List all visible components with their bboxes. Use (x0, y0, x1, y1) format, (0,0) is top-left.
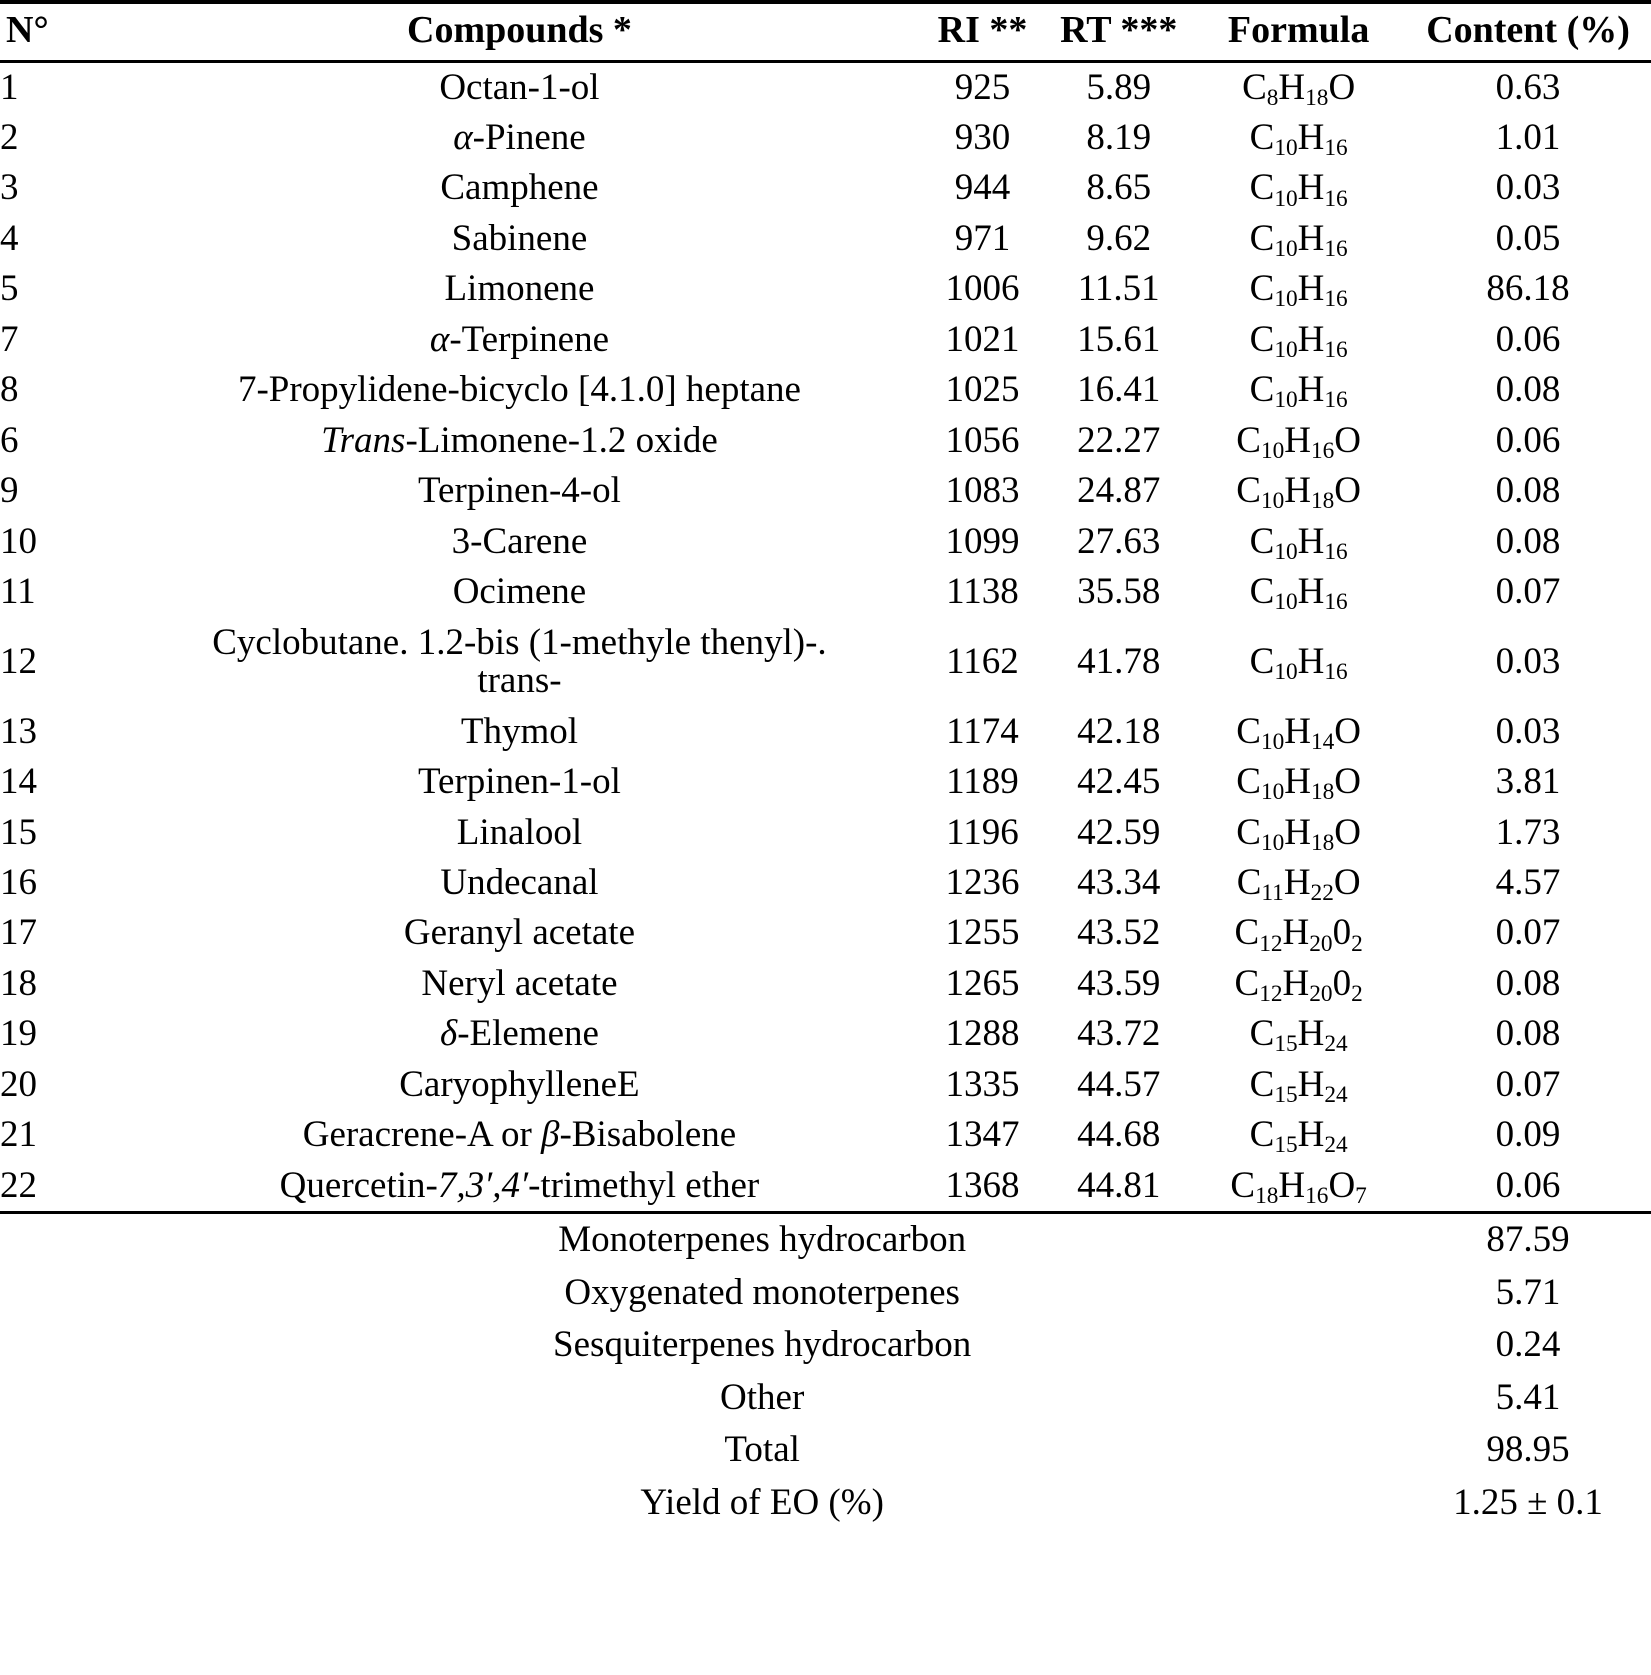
cell-formula: $C_{11}H_{22}O$ (1236, 862, 1361, 907)
cell-ri: 1025 (945, 369, 1020, 411)
cell-number: 18 (0, 962, 37, 1004)
cell-formula: $C_8H_{18}O$ (1242, 66, 1356, 111)
column-header-ri: RI ** (937, 9, 1028, 51)
cell-content: 0.05 (1495, 217, 1561, 259)
table-row (0, 466, 1651, 516)
summary-row (0, 1267, 1651, 1319)
summary-value: 0.24 (1495, 1324, 1561, 1366)
cell-compound: Terpinen-4-ol (418, 470, 621, 512)
table-row (0, 757, 1651, 807)
cell-number: 6 (0, 419, 19, 461)
cell-formula: $C_{12}H_{20}0_2$ (1234, 912, 1363, 957)
summary-label: Oxygenated monoterpenes (564, 1271, 960, 1313)
cell-content: 0.08 (1495, 470, 1561, 512)
cell-number: 4 (0, 217, 19, 259)
cell-compound: CaryophylleneE (399, 1063, 640, 1105)
cell-ri: 944 (954, 167, 1011, 209)
cell-content: 86.18 (1486, 268, 1570, 310)
cell-content: 0.07 (1495, 912, 1561, 954)
cell-content: 0.09 (1495, 1114, 1561, 1156)
cell-content: 0.07 (1495, 1063, 1561, 1105)
cell-number: 12 (0, 640, 37, 682)
table-row (0, 1110, 1651, 1160)
cell-content: 1.73 (1495, 811, 1561, 853)
table-row (0, 908, 1651, 958)
cell-compound: Trans-Limonene-1.2 oxide (321, 419, 718, 461)
cell-ri: 1083 (945, 470, 1020, 512)
cell-rt: 11.51 (1077, 268, 1160, 310)
cell-content: 0.03 (1495, 640, 1561, 682)
cell-compound: Octan-1-ol (439, 66, 600, 108)
cell-ri: 1021 (945, 318, 1020, 360)
cell-ri: 1368 (945, 1164, 1020, 1206)
cell-number: 15 (0, 811, 37, 853)
header-row (0, 2, 1651, 61)
summary-spacer (0, 1477, 119, 1529)
cell-compound: Linalool (456, 811, 583, 853)
cell-ri: 1189 (946, 761, 1019, 803)
cell-formula: $C_{12}H_{20}0_2$ (1234, 962, 1363, 1007)
cell-rt: 5.89 (1086, 66, 1152, 108)
cell-number: 16 (0, 862, 37, 904)
cell-rt: 44.81 (1077, 1164, 1161, 1206)
table-row (0, 214, 1651, 264)
cell-ri: 925 (954, 66, 1011, 108)
summary-row (0, 1213, 1651, 1267)
cell-content: 0.03 (1495, 167, 1561, 209)
cell-rt: 8.65 (1086, 167, 1152, 209)
cell-ri: 930 (954, 116, 1011, 158)
summary-value: 98.95 (1486, 1429, 1570, 1471)
cell-number: 19 (0, 1013, 37, 1055)
column-header-formula: Formula (1227, 9, 1370, 51)
cell-compound: 7-Propylidene-bicyclo [4.1.0] heptane (237, 369, 801, 411)
cell-number: 17 (0, 912, 37, 954)
table-row (0, 517, 1651, 567)
summary-label: Yield of EO (%) (640, 1481, 884, 1523)
cell-ri: 971 (954, 217, 1011, 259)
cell-ri: 1056 (945, 419, 1020, 461)
summary-spacer (0, 1213, 119, 1267)
summary-row (0, 1477, 1651, 1529)
cell-rt: 22.27 (1077, 419, 1161, 461)
summary-spacer (0, 1319, 119, 1371)
table-row (0, 959, 1651, 1009)
table-body (0, 61, 1651, 1213)
cell-formula: $C_{10}H_{14}O$ (1236, 710, 1361, 755)
cell-ri: 1335 (945, 1063, 1020, 1105)
cell-rt: 16.41 (1077, 369, 1161, 411)
cell-ri: 1162 (946, 640, 1019, 682)
cell-rt: 43.72 (1077, 1013, 1161, 1055)
cell-content: 0.08 (1495, 962, 1561, 1004)
cell-number: 3 (0, 167, 19, 209)
cell-number: 13 (0, 710, 37, 752)
cell-number: 22 (0, 1164, 37, 1206)
table-header (0, 2, 1651, 61)
table-row (0, 858, 1651, 908)
summary-label: Other (720, 1376, 805, 1418)
table-row (0, 1161, 1651, 1213)
table-row (0, 61, 1651, 113)
summary-row (0, 1424, 1651, 1476)
column-header-number: N° (6, 9, 49, 51)
summary-spacer (0, 1424, 119, 1476)
cell-number: 1 (0, 66, 19, 108)
cell-formula: $C_{15}H_{24}$ (1249, 1063, 1348, 1108)
cell-content: 0.08 (1495, 520, 1561, 562)
summary-spacer (0, 1372, 119, 1424)
cell-content: 0.07 (1495, 571, 1561, 613)
column-header-content: Content (%) (1426, 9, 1630, 51)
cell-compound: 3-Carene (451, 520, 588, 562)
cell-formula: $C_{10}H_{18}O$ (1236, 761, 1361, 806)
cell-compound: α-Pinene (453, 116, 586, 158)
table-row (0, 365, 1651, 415)
column-header-compounds: Compounds * (407, 9, 632, 51)
cell-formula: $C_{10}H_{18}O$ (1236, 470, 1361, 515)
cell-content: 0.06 (1495, 318, 1561, 360)
cell-compound: Cyclobutane. 1.2-bis (1-methyle thenyl)-. trans- (212, 621, 827, 702)
cell-ri: 1196 (946, 811, 1019, 853)
cell-number: 21 (0, 1114, 37, 1156)
table-row (0, 618, 1651, 707)
summary-value: 87.59 (1486, 1219, 1570, 1261)
cell-number: 11 (0, 571, 36, 613)
summary-label: Monoterpenes hydrocarbon (558, 1219, 967, 1261)
cell-rt: 35.58 (1077, 571, 1161, 613)
cell-compound: δ-Elemene (439, 1013, 599, 1055)
table-row (0, 1009, 1651, 1059)
cell-content: 0.08 (1495, 1013, 1561, 1055)
cell-ri: 1236 (945, 862, 1020, 904)
table-row (0, 567, 1651, 617)
cell-compound: Camphene (440, 167, 599, 209)
cell-compound: Undecanal (440, 862, 599, 904)
cell-ri: 1255 (945, 912, 1020, 954)
cell-ri: 1174 (946, 710, 1019, 752)
summary-value: 5.71 (1495, 1271, 1561, 1313)
cell-number: 9 (0, 470, 19, 512)
cell-rt: 44.68 (1077, 1114, 1161, 1156)
table-row (0, 113, 1651, 163)
cell-content: 0.63 (1495, 66, 1561, 108)
cell-compound: Ocimene (452, 571, 587, 613)
table-row (0, 163, 1651, 213)
cell-ri: 1265 (945, 962, 1020, 1004)
cell-number: 7 (0, 318, 19, 360)
cell-formula: $C_{10}H_{16}$ (1249, 640, 1348, 685)
table-summary (0, 1213, 1651, 1529)
cell-formula: $C_{10}H_{16}$ (1249, 369, 1348, 414)
summary-value: 1.25 ± 0.1 (1453, 1481, 1603, 1523)
cell-rt: 42.18 (1077, 710, 1161, 752)
cell-compound: Thymol (460, 710, 579, 752)
summary-value: 5.41 (1495, 1376, 1561, 1418)
cell-content: 0.08 (1495, 369, 1561, 411)
cell-formula: $C_{10}H_{16}$ (1249, 116, 1348, 162)
cell-formula: $C_{10}H_{16}$ (1249, 520, 1348, 565)
cell-rt: 41.78 (1077, 640, 1161, 682)
cell-rt: 42.59 (1077, 811, 1161, 853)
cell-rt: 9.62 (1086, 217, 1152, 259)
cell-rt: 44.57 (1077, 1063, 1161, 1105)
cell-formula: $C_{15}H_{24}$ (1249, 1114, 1348, 1159)
cell-formula: $C_{10}H_{16}$ (1249, 318, 1348, 363)
cell-compound: Limonene (444, 268, 595, 310)
table-row (0, 1060, 1651, 1110)
table-row (0, 416, 1651, 466)
cell-compound: Geranyl acetate (403, 912, 635, 954)
summary-row (0, 1372, 1651, 1424)
cell-content: 4.57 (1495, 862, 1561, 904)
cell-number: 8 (0, 369, 19, 411)
cell-formula: $C_{15}H_{24}$ (1249, 1013, 1348, 1058)
table-row (0, 808, 1651, 858)
cell-content: 0.06 (1495, 1164, 1561, 1206)
column-header-rt: RT *** (1060, 9, 1178, 51)
cell-rt: 24.87 (1077, 470, 1161, 512)
cell-number: 20 (0, 1063, 37, 1105)
cell-formula: $C_{10}H_{16}$ (1249, 268, 1348, 313)
table-row (0, 707, 1651, 757)
cell-rt: 43.34 (1077, 862, 1161, 904)
cell-rt: 43.52 (1077, 912, 1161, 954)
summary-spacer (0, 1267, 119, 1319)
cell-formula: $C_{18}H_{16}O_7$ (1230, 1164, 1367, 1209)
cell-number: 10 (0, 520, 37, 562)
cell-content: 0.06 (1495, 419, 1561, 461)
table-row (0, 315, 1651, 365)
summary-label: Sesquiterpenes hydrocarbon (553, 1324, 972, 1366)
cell-ri: 1138 (946, 571, 1019, 613)
cell-number: 14 (0, 761, 37, 803)
cell-formula: $C_{10}H_{16}$ (1249, 167, 1348, 212)
cell-rt: 43.59 (1077, 962, 1161, 1004)
cell-compound: Terpinen-1-ol (418, 761, 621, 803)
cell-rt: 27.63 (1077, 520, 1161, 562)
cell-ri: 1347 (945, 1114, 1020, 1156)
cell-rt: 15.61 (1077, 318, 1161, 360)
cell-content: 3.81 (1495, 761, 1561, 803)
cell-rt: 8.19 (1086, 116, 1152, 158)
cell-formula: $C_{10}H_{16}$ (1249, 217, 1348, 262)
table-row (0, 264, 1651, 314)
cell-number: 2 (0, 116, 19, 158)
cell-compound: α-Terpinene (429, 318, 610, 360)
cell-formula: $C_{10}H_{16}$ (1249, 571, 1348, 616)
cell-formula: $C_{10}H_{18}O$ (1236, 811, 1361, 856)
cell-compound: Geracrene-A or β-Bisabolene (302, 1114, 737, 1156)
cell-content: 0.03 (1495, 710, 1561, 752)
cell-ri: 1006 (945, 268, 1020, 310)
cell-content: 1.01 (1495, 116, 1561, 158)
summary-row (0, 1319, 1651, 1371)
cell-number: 5 (0, 268, 19, 310)
cell-compound: Quercetin-7,3′,4′-trimethyl ether (279, 1164, 760, 1206)
cell-rt: 42.45 (1077, 761, 1161, 803)
cell-ri: 1288 (945, 1013, 1020, 1055)
cell-formula: $C_{10}H_{16}O$ (1236, 419, 1361, 464)
cell-compound: Sabinene (451, 217, 588, 259)
cell-compound: Neryl acetate (421, 962, 618, 1004)
summary-label: Total (724, 1429, 800, 1471)
cell-ri: 1099 (945, 520, 1020, 562)
